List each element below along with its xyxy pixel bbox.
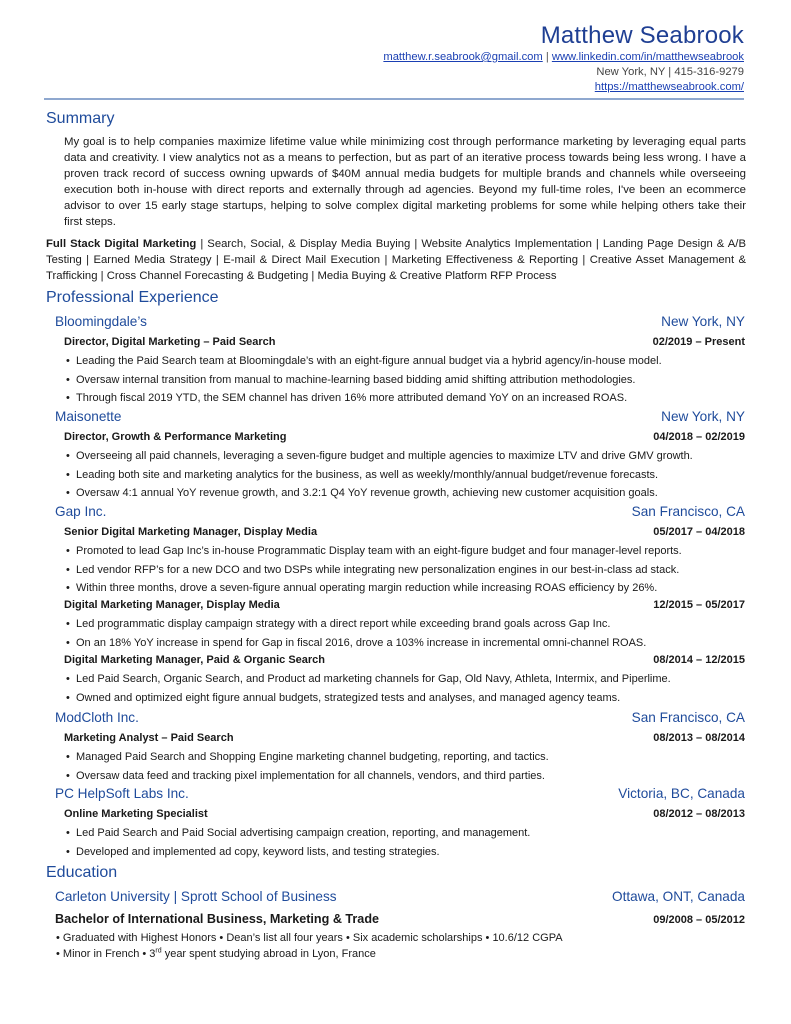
bullet: • On an 18% YoY increase in spend for Gap in fiscal 2016, drove a 103% increase in incremental omni-channel ROAS. xyxy=(64,634,754,653)
education-highlights-1: • Graduated with Highest Honors • Dean’s list all four years • Six academic scholarships • 10.6/12 CGPA xyxy=(56,932,563,944)
resume-header xyxy=(383,22,744,95)
school-name: Carleton University | Sprott School of Business xyxy=(55,889,337,904)
role-dates: 08/2012 – 08/2013 xyxy=(653,808,745,820)
email-link[interactable]: matthew.r.seabrook@gmail.com xyxy=(383,51,543,63)
role-bullets xyxy=(64,615,754,652)
school-header xyxy=(55,889,745,904)
role-dates: 04/2018 – 02/2019 xyxy=(653,431,745,443)
role-dates: 08/2013 – 08/2014 xyxy=(653,732,745,744)
role-header xyxy=(64,654,745,666)
contact-line-1 xyxy=(383,50,744,65)
job-location: San Francisco, CA xyxy=(631,710,745,725)
role-title: Marketing Analyst – Paid Search xyxy=(64,732,234,744)
bullet: • Owned and optimized eight figure annual budgets, strategized tests and analyses, and managed agency teams. xyxy=(64,689,754,708)
job-header xyxy=(55,409,745,424)
candidate-name: Matthew Seabrook xyxy=(540,22,744,49)
school-location: Ottawa, ONT, Canada xyxy=(612,889,745,904)
bullet: • Led vendor RFP’s for a new DCO and two DSPs while integrating new personalization engines in our best-in-class ad stack. xyxy=(64,561,754,580)
role-bullets xyxy=(64,670,754,707)
bullet: • Within three months, drove a seven-figure annual operating margin reduction while increasing ROAS efficiency by 26%. xyxy=(64,579,754,598)
degree-dates: 09/2008 – 05/2012 xyxy=(653,914,745,926)
role-header xyxy=(64,526,745,538)
job-header xyxy=(55,504,745,519)
bullet: • Managed Paid Search and Shopping Engine marketing channel budgeting, reporting, and tactics. xyxy=(64,748,754,767)
section-title-summary: Summary xyxy=(46,110,115,127)
bullet: • Overseeing all paid channels, leveraging a seven-figure budget and multiple agencies to maximize LTV and drive GMV growth. xyxy=(64,447,754,466)
role-header xyxy=(64,599,745,611)
bullet: • Oversaw 4:1 annual YoY revenue growth, and 3.2:1 Q4 YoY revenue growth, achieving new customer acquisition goals. xyxy=(64,484,754,503)
bullet: • Oversaw data feed and tracking pixel implementation for all channels, vendors, and third parties. xyxy=(64,767,754,786)
role-header xyxy=(64,732,745,744)
highlight-text: year spent studying abroad in Lyon, France xyxy=(161,948,376,960)
job-location: New York, NY xyxy=(661,409,745,424)
section-title-experience: Professional Experience xyxy=(46,289,219,306)
company-name: PC HelpSoft Labs Inc. xyxy=(55,786,189,801)
bullet: • Oversaw internal transition from manual to machine-learning based bidding amid shifting attribution methodologies. xyxy=(64,371,754,390)
job-location: Victoria, BC, Canada xyxy=(618,786,745,801)
bullet: • Led Paid Search, Organic Search, and Product ad marketing channels for Gap, Old Navy, Athleta, Intermix, and Piperlime. xyxy=(64,670,754,689)
role-dates: 12/2015 – 05/2017 xyxy=(653,599,745,611)
role-bullets xyxy=(64,824,754,861)
role-dates: 05/2017 – 04/2018 xyxy=(653,526,745,538)
highlight-text: • Minor in French • 3 xyxy=(56,948,156,960)
job-location: San Francisco, CA xyxy=(631,504,745,519)
role-title: Online Marketing Specialist xyxy=(64,808,208,820)
skills-lead: Full Stack Digital Marketing xyxy=(46,238,197,250)
header-divider xyxy=(44,98,744,100)
role-title: Director, Digital Marketing – Paid Search xyxy=(64,336,276,348)
location-phone: New York, NY | 415-316-9279 xyxy=(596,66,744,78)
role-bullets xyxy=(64,447,754,503)
separator: | xyxy=(545,51,549,63)
linkedin-link[interactable]: www.linkedin.com/in/matthewseabrook xyxy=(551,51,744,63)
summary-text: My goal is to help companies maximize lifetime value while minimizing cost through performance marketing by leveraging equal parts data and creativity. I view analytics not as a means to perfection, but as part of an iterative process towards being less wrong. I have a proven track record of success owning upwards of $40M annual media budgets for multiple brands and channels while overseeing execution both in-house with direct reports and externally through ad agencies. Beyond my full-time roles, I've been an ecommerce advisor to over 15 early stage startups, helping to solve complex digital marketing problems for some while helping others take their first steps. xyxy=(64,136,746,228)
role-header xyxy=(64,336,745,348)
role-title: Digital Marketing Manager, Paid & Organic Search xyxy=(64,654,326,666)
role-title: Director, Growth & Performance Marketing xyxy=(64,431,287,443)
role-bullets xyxy=(64,542,754,598)
role-dates: 08/2014 – 12/2015 xyxy=(653,654,745,666)
job-header xyxy=(55,710,745,725)
company-name: ModCloth Inc. xyxy=(55,710,139,725)
bullet: • Led programmatic display campaign strategy with a direct report while exceeding brand goals across Gap Inc. xyxy=(64,615,754,634)
bullet: • Through fiscal 2019 YTD, the SEM channel has driven 16% more attributed demand YoY on an increased ROAS. xyxy=(64,389,754,408)
role-header xyxy=(64,431,745,443)
education-highlights-2 xyxy=(56,946,376,962)
company-name: Maisonette xyxy=(55,409,122,424)
bullet: • Developed and implemented ad copy, keyword lists, and testing strategies. xyxy=(64,843,754,862)
ordinal-suffix: rd xyxy=(155,947,162,955)
role-dates: 02/2019 – Present xyxy=(652,336,745,348)
role-bullets xyxy=(64,748,754,785)
skills-line xyxy=(46,236,746,284)
contact-line-3 xyxy=(383,80,744,95)
section-title-education: Education xyxy=(46,864,118,881)
company-name: Gap Inc. xyxy=(55,504,107,519)
bullet: • Leading the Paid Search team at Bloomingdale’s with an eight-figure annual budget via a hybrid agency/in-house model. xyxy=(64,352,754,371)
job-header xyxy=(55,314,745,329)
job-header xyxy=(55,786,745,801)
degree-header xyxy=(55,912,745,926)
role-title: Senior Digital Marketing Manager, Display Media xyxy=(64,526,318,538)
bullet: • Led Paid Search and Paid Social advertising campaign creation, reporting, and management. xyxy=(64,824,754,843)
role-title: Digital Marketing Manager, Display Media xyxy=(64,599,280,611)
degree-title: Bachelor of International Business, Marketing & Trade xyxy=(55,912,380,926)
company-name: Bloomingdale’s xyxy=(55,314,147,329)
skills-list: | Search, Social, & Display Media Buying | Website Analytics Implementation | Landing Page Design & A/B Testing | Earned Media Strategy | E-mail & Direct Mail Execution | Marketing Effectiveness & Reporting | Creative Asset Management & Trafficking | Cross Channel Forecasting & Budgeting | Media Buying & Creative Platform RFP Process xyxy=(46,238,746,282)
role-bullets xyxy=(64,352,754,408)
role-header xyxy=(64,808,745,820)
website-link[interactable]: https://matthewseabrook.com/ xyxy=(594,81,744,93)
job-location: New York, NY xyxy=(661,314,745,329)
bullet: • Promoted to lead Gap Inc’s in-house Programmatic Display team with an eight-figure budget and four manager-level reports. xyxy=(64,542,754,561)
bullet: • Leading both site and marketing analytics for the business, as well as weekly/monthly/annual budget/revenue forecasts. xyxy=(64,466,754,485)
